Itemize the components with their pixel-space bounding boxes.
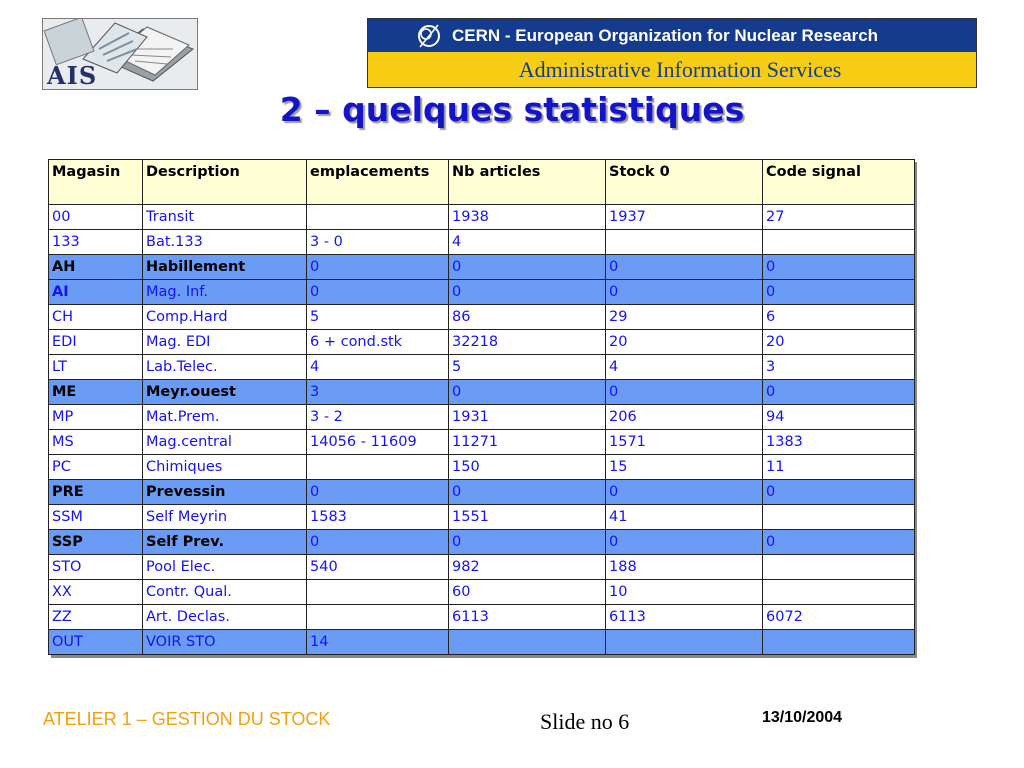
table-row <box>49 480 915 505</box>
table-row <box>49 405 915 430</box>
table-cell: STO <box>49 555 143 580</box>
table-cell: SSM <box>49 505 143 530</box>
table-cell: CH <box>49 305 143 330</box>
ais-logo-text: AIS <box>47 61 98 90</box>
header-stock-0: Stock 0 <box>606 160 763 205</box>
table-cell: 1571 <box>606 430 763 455</box>
table-cell <box>763 555 915 580</box>
table-cell: 10 <box>606 580 763 605</box>
table-cell: 86 <box>449 305 606 330</box>
table-cell: Pool Elec. <box>143 555 307 580</box>
table-cell: 206 <box>606 405 763 430</box>
table-cell <box>449 630 606 655</box>
table-row <box>49 605 915 630</box>
table-cell: 1938 <box>449 205 606 230</box>
table-cell: 982 <box>449 555 606 580</box>
table-cell: 188 <box>606 555 763 580</box>
table-cell: 3 - 0 <box>307 230 449 255</box>
table-cell: 5 <box>449 355 606 380</box>
table-cell: 1931 <box>449 405 606 430</box>
table-cell: Self Prev. <box>143 530 307 555</box>
table-cell: MS <box>49 430 143 455</box>
table-cell: 6 <box>763 305 915 330</box>
header-nb-articles: Nb articles <box>449 160 606 205</box>
table-row <box>49 455 915 480</box>
table-row <box>49 255 915 280</box>
cern-logo-icon <box>416 23 442 49</box>
table-cell: 0 <box>449 255 606 280</box>
cern-banner <box>367 18 977 88</box>
table-row <box>49 580 915 605</box>
table-cell: 60 <box>449 580 606 605</box>
table-cell: Lab.Telec. <box>143 355 307 380</box>
table-cell: 0 <box>307 530 449 555</box>
table-row <box>49 530 915 555</box>
ais-logo <box>42 18 198 90</box>
stats-table-wrapper <box>48 159 914 655</box>
table-cell: 5 <box>307 305 449 330</box>
table-row <box>49 630 915 655</box>
table-cell <box>307 580 449 605</box>
table-cell: ZZ <box>49 605 143 630</box>
table-row <box>49 555 915 580</box>
table-cell: 0 <box>763 280 915 305</box>
table-cell: 0 <box>606 280 763 305</box>
table-cell: ME <box>49 380 143 405</box>
cern-banner-top <box>368 19 976 52</box>
table-row <box>49 205 915 230</box>
table-cell: PRE <box>49 480 143 505</box>
table-cell: 133 <box>49 230 143 255</box>
table-cell: 11271 <box>449 430 606 455</box>
table-cell: 0 <box>763 255 915 280</box>
table-cell: Comp.Hard <box>143 305 307 330</box>
table-cell: Self Meyrin <box>143 505 307 530</box>
table-cell: 0 <box>606 380 763 405</box>
table-cell: 14056 - 11609 <box>307 430 449 455</box>
table-cell: 15 <box>606 455 763 480</box>
table-cell <box>763 580 915 605</box>
table-body <box>49 205 915 655</box>
table-cell: 0 <box>606 480 763 505</box>
table-cell: 1383 <box>763 430 915 455</box>
table-cell: Meyr.ouest <box>143 380 307 405</box>
header-emplacements: emplacements <box>307 160 449 205</box>
table-cell: 6113 <box>606 605 763 630</box>
table-cell: 20 <box>763 330 915 355</box>
table-row <box>49 380 915 405</box>
table-row <box>49 230 915 255</box>
table-cell: Mag. EDI <box>143 330 307 355</box>
table-row <box>49 430 915 455</box>
table-cell: 6113 <box>449 605 606 630</box>
table-cell: 00 <box>49 205 143 230</box>
table-row <box>49 355 915 380</box>
table-cell: 0 <box>449 530 606 555</box>
header-magasin: Magasin <box>49 160 143 205</box>
table-cell: 32218 <box>449 330 606 355</box>
table-cell <box>763 230 915 255</box>
table-cell: MP <box>49 405 143 430</box>
footer-workshop-title: ATELIER 1 – GESTION DU STOCK <box>43 709 331 729</box>
table-cell: 0 <box>763 530 915 555</box>
table-cell: 0 <box>307 280 449 305</box>
table-cell: 0 <box>449 380 606 405</box>
table-cell: VOIR STO <box>143 630 307 655</box>
table-cell: SSP <box>49 530 143 555</box>
table-cell: Mat.Prem. <box>143 405 307 430</box>
table-cell: 540 <box>307 555 449 580</box>
table-cell: Contr. Qual. <box>143 580 307 605</box>
table-cell: 0 <box>449 280 606 305</box>
table-cell: Chimiques <box>143 455 307 480</box>
table-row <box>49 305 915 330</box>
table-header-row <box>49 160 915 205</box>
stats-table <box>48 159 915 655</box>
table-cell: Bat.133 <box>143 230 307 255</box>
table-cell: 0 <box>307 255 449 280</box>
table-cell: 4 <box>307 355 449 380</box>
table-cell: Art. Declas. <box>143 605 307 630</box>
table-cell: AI <box>49 280 143 305</box>
table-cell: Mag. Inf. <box>143 280 307 305</box>
table-cell: 150 <box>449 455 606 480</box>
table-cell: Prevessin <box>143 480 307 505</box>
table-cell <box>307 205 449 230</box>
table-cell: 41 <box>606 505 763 530</box>
table-cell: Transit <box>143 205 307 230</box>
table-cell: 0 <box>449 480 606 505</box>
table-cell: 4 <box>449 230 606 255</box>
table-cell: EDI <box>49 330 143 355</box>
slide-title: 2 – quelques statistiques <box>279 90 745 129</box>
table-cell: 6 + cond.stk <box>307 330 449 355</box>
header-description: Description <box>143 160 307 205</box>
table-cell <box>606 630 763 655</box>
table-cell: 1583 <box>307 505 449 530</box>
header-code-signal: Code signal <box>763 160 915 205</box>
table-cell: 20 <box>606 330 763 355</box>
table-cell: 0 <box>763 380 915 405</box>
banner-subtitle: Administrative Information Services <box>518 56 842 82</box>
table-row <box>49 330 915 355</box>
table-cell: 0 <box>606 255 763 280</box>
table-cell: 6072 <box>763 605 915 630</box>
table-cell: AH <box>49 255 143 280</box>
table-row <box>49 505 915 530</box>
table-cell: 1937 <box>606 205 763 230</box>
table-cell <box>763 505 915 530</box>
table-cell: 14 <box>307 630 449 655</box>
table-cell: 3 - 2 <box>307 405 449 430</box>
table-cell: 0 <box>763 480 915 505</box>
table-cell: 29 <box>606 305 763 330</box>
table-cell: 94 <box>763 405 915 430</box>
footer-date: 13/10/2004 <box>762 709 843 726</box>
table-cell: 0 <box>606 530 763 555</box>
table-cell <box>763 630 915 655</box>
table-cell: 1551 <box>449 505 606 530</box>
table-cell: 4 <box>606 355 763 380</box>
table-cell: LT <box>49 355 143 380</box>
table-cell: 3 <box>763 355 915 380</box>
table-cell: PC <box>49 455 143 480</box>
table-cell: 11 <box>763 455 915 480</box>
table-cell <box>307 605 449 630</box>
table-cell: Mag.central <box>143 430 307 455</box>
table-cell <box>606 230 763 255</box>
cern-banner-bottom <box>368 52 976 87</box>
table-cell: OUT <box>49 630 143 655</box>
table-cell: 27 <box>763 205 915 230</box>
banner-title: CERN - European Organization for Nuclear Research <box>452 25 879 45</box>
table-cell: Habillement <box>143 255 307 280</box>
table-cell <box>307 455 449 480</box>
table-cell: 0 <box>307 480 449 505</box>
table-row <box>49 280 915 305</box>
table-cell: XX <box>49 580 143 605</box>
footer-slide-number: Slide no 6 <box>540 709 630 734</box>
table-cell: 3 <box>307 380 449 405</box>
